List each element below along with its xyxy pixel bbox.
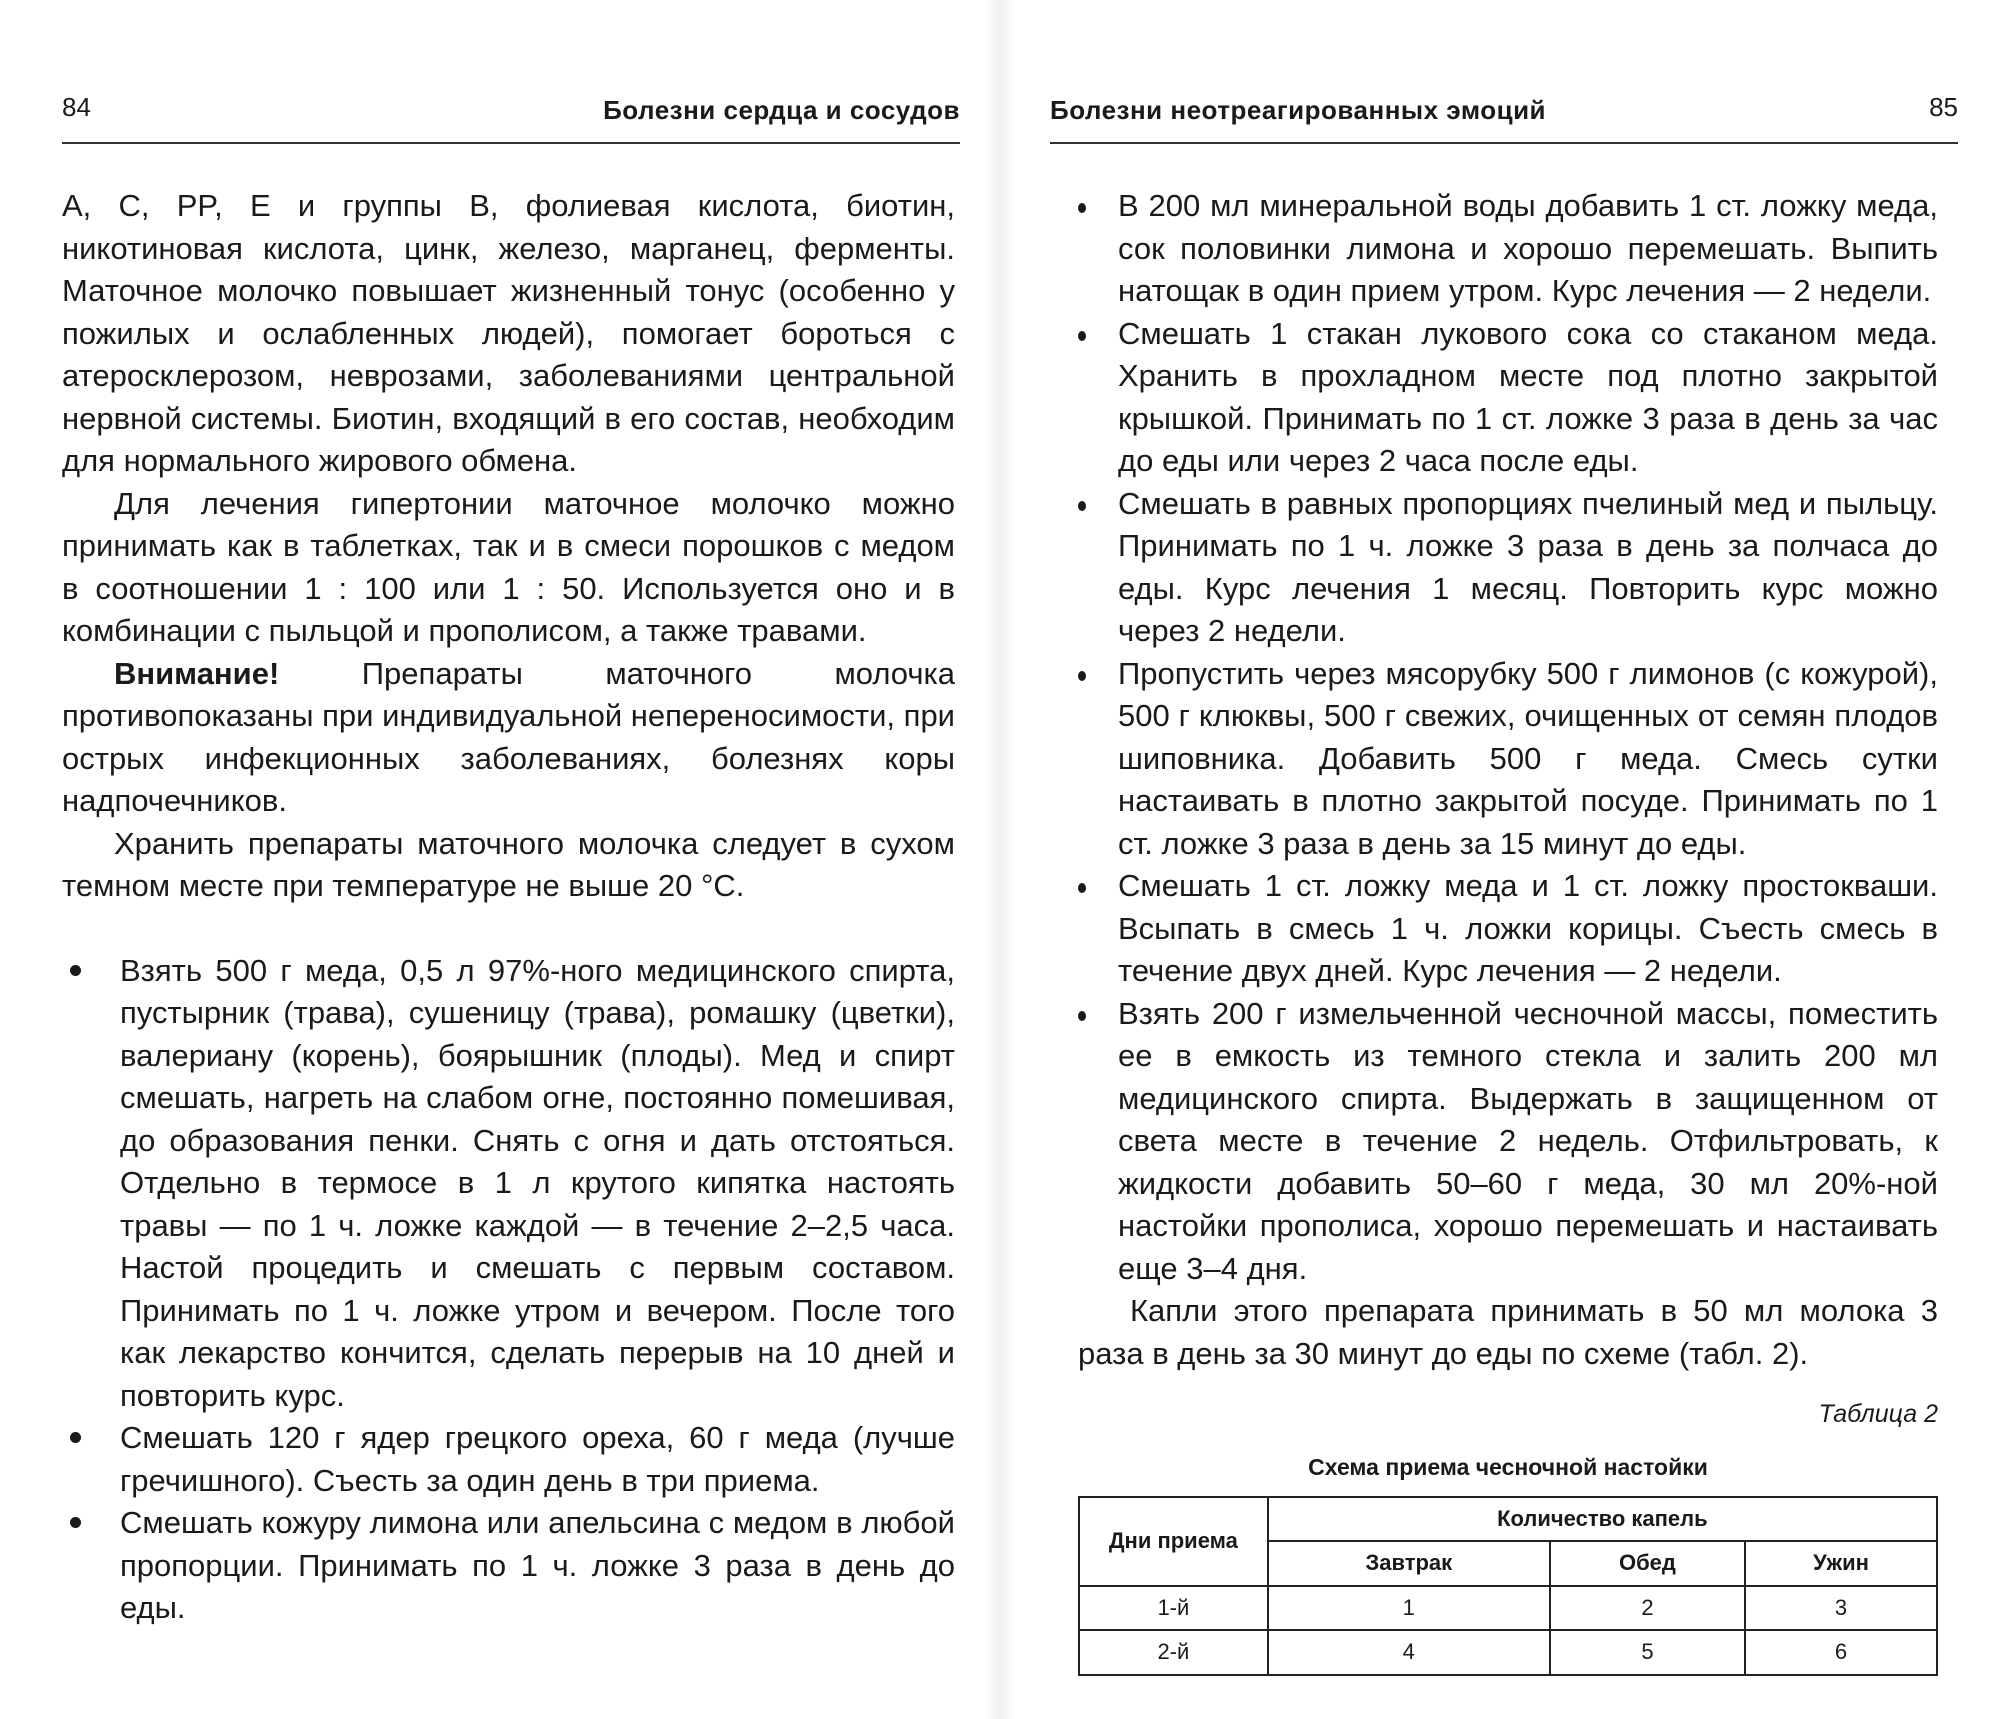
list-item-text: Смешать 1 ст. ложку меда и 1 ст. ложку простокваши. Всыпать в смесь 1 ч. ложки корицы. Съесть смесь в течение двух дней. Курс лечения — 2 недели.	[1118, 868, 1938, 988]
list-item-text: Смешать в равных пропорциях пчелиный мед и пыльцу. Принимать по 1 ч. ложке 3 раза в день за полчаса до еды. Курс лечения 1 месяц. Повторить курс можно через 2 недели.	[1118, 485, 1938, 648]
col-header-days: Дни приема	[1079, 1497, 1268, 1586]
bullet-icon	[1078, 501, 1086, 511]
spacer	[62, 908, 955, 950]
right-page	[1010, 0, 2000, 1719]
bullet-icon	[1078, 203, 1086, 213]
list-item	[1078, 865, 1938, 993]
list-item	[1078, 313, 1938, 483]
table-row	[1079, 1586, 1937, 1630]
recipe-list-left	[62, 950, 955, 1630]
list-item-text: В 200 мл минеральной воды добавить 1 ст. ложку меда, сок половинки лимона и хорошо перемешать. Выпить натощак в один прием утром. Курс лечения — 2 недели.	[1118, 188, 1938, 308]
bullet-icon	[70, 1432, 81, 1443]
list-item	[1078, 185, 1938, 313]
dosage-table	[1078, 1496, 1938, 1676]
bullet-icon	[1078, 1011, 1086, 1021]
list-item	[62, 1502, 955, 1630]
col-header-drops: Количество капель	[1268, 1497, 1937, 1541]
table-cell: 1	[1268, 1586, 1550, 1630]
running-head-right: Болезни неотреагированных эмоций	[1050, 95, 1547, 125]
left-page-body	[62, 185, 955, 1630]
right-page-body	[1078, 185, 1938, 1676]
list-item	[1078, 993, 1938, 1291]
table-title: Схема приема чесночной настойки	[1308, 1453, 1708, 1480]
storage-paragraph: Хранить препараты маточного молочка следует в сухом темном месте при температуре не выше 20 °С.	[62, 825, 955, 903]
list-item-text: Взять 200 г измельченной чесночной массы, поместить ее в емкость из темного стекла и залить 200 мл медицинского спирта. Выдержать в защищенном от света месте в течение 2 недель. Отфильтровать, к жидкости добавить 50–60 г меда, 30 мл 20%-ной настойки прополиса, хорошо перемешать и настаивать еще 3–4 дня.	[1118, 995, 1938, 1286]
closing-paragraph: Капли этого препарата принимать в 50 мл молока 3 раза в день за 30 минут до еды по схеме (табл. 2).	[1078, 1293, 1938, 1371]
list-item-text: Взять 500 г меда, 0,5 л 97%-ного медицинского спирта, пустырник (трава), сушеницу (трава), ромашку (цветки), валериану (корень), боярышник (плоды). Мед и спирт смешать, нагреть на слабом огне, постоянно помешивая, до образования пенки. Снять с огня и дать отстояться. Отдельно в термосе в 1 л крутого кипятка настоять травы — по 1 ч. ложке каждой — в течение 2–2,5 часа. Настой процедить и смешать с первым составом. Принимать по 1 ч. ложке утром и вечером. После того как лекарство кончится, сделать перерыв на 10 дней и повторить курс.	[120, 952, 955, 1413]
col-header-dinner: Ужин	[1745, 1541, 1937, 1585]
header-rule-right	[1050, 142, 1958, 144]
table-cell: 4	[1268, 1630, 1550, 1674]
warning-paragraph	[62, 653, 955, 823]
list-item	[62, 950, 955, 1418]
warning-text: Препараты маточного молочка противопоказаны при индивидуальной непереносимости, при острых инфекционных заболеваниях, болезнях коры надпочечников.	[62, 655, 955, 818]
recipe-list-right	[1078, 185, 1938, 1290]
table-cell: 1-й	[1079, 1586, 1268, 1630]
col-header-lunch: Обед	[1550, 1541, 1745, 1585]
table-row	[1079, 1630, 1937, 1674]
left-page	[0, 0, 990, 1719]
header-rule-left	[62, 142, 960, 144]
table-cell: 6	[1745, 1630, 1937, 1674]
table-caption: Таблица 2	[1818, 1400, 1938, 1428]
list-item	[1078, 653, 1938, 866]
page-number-right: 85	[1929, 92, 1958, 122]
list-item	[1078, 483, 1938, 653]
paragraph-2: Для лечения гипертонии маточное молочко можно принимать как в таблетках, так и в смеси порошков с медом в соотношении 1 : 100 или 1 : 50. Используется оно и в комбинации с пыльцой и прополисом, а также травами.	[62, 485, 955, 648]
running-head-left: Болезни сердца и сосудов	[603, 95, 960, 125]
table-cell: 2	[1550, 1586, 1745, 1630]
list-item	[62, 1417, 955, 1502]
table-header-row	[1079, 1497, 1937, 1541]
list-item-text: Пропустить через мясорубку 500 г лимонов (с кожурой), 500 г клюквы, 500 г свежих, очищенных от семян плодов шиповника. Добавить 500 г меда. Смесь сутки настаивать в плотно закрытой посуде. Принимать по 1 ст. ложке 3 раза в день за 15 минут до еды.	[1118, 655, 1938, 861]
col-header-breakfast: Завтрак	[1268, 1541, 1550, 1585]
list-item-text: Смешать кожуру лимона или апельсина с медом в любой пропорции. Принимать по 1 ч. ложке 3 раза в день до еды.	[120, 1505, 955, 1625]
bullet-icon	[70, 965, 81, 976]
warning-label: Внимание!	[114, 655, 280, 691]
paragraph-1: А, С, PP, Е и группы В, фолиевая кислота, биотин, никотиновая кислота, цинк, железо, марганец, ферменты. Маточное молочко повышает жизненный тонус (особенно у пожилых и ослабленных людей), помогает бороться с атеросклерозом, неврозами, заболеваниями центральной нервной системы. Биотин, входящий в его состав, необходим для нормального жирового обмена.	[62, 188, 955, 478]
table-cell: 3	[1745, 1586, 1937, 1630]
list-item-text: Смешать 120 г ядер грецкого ореха, 60 г меда (лучше гречишного). Съесть за один день в три приема.	[120, 1420, 955, 1498]
bullet-icon	[70, 1517, 81, 1528]
list-item-text: Смешать 1 стакан лукового сока со стаканом меда. Хранить в прохладном месте под плотно закрытой крышкой. Принимать по 1 ст. ложке 3 раза в день за час до еды или через 2 часа после еды.	[1118, 315, 1938, 478]
bullet-icon	[1078, 883, 1086, 893]
bullet-icon	[1078, 331, 1086, 341]
bullet-icon	[1078, 671, 1086, 681]
table-cell: 5	[1550, 1630, 1745, 1674]
table-cell: 2-й	[1079, 1630, 1268, 1674]
page-number-left: 84	[62, 92, 91, 122]
